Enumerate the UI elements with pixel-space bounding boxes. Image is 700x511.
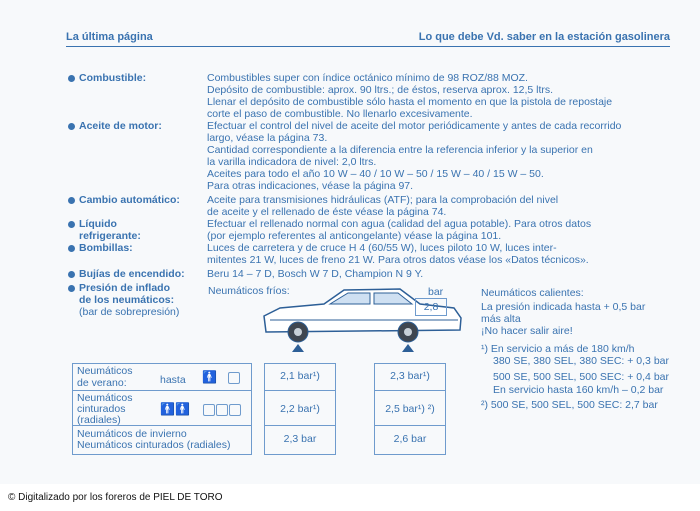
- hot-line: ¡No hacer salir aire!: [481, 325, 573, 337]
- bullet-icon: [68, 245, 75, 252]
- bullet-icon: [68, 221, 75, 228]
- text-line: Aceite para transmisiones hidráulicas (ATF); para la comprobación del nivel: [207, 194, 559, 206]
- row1-line: Neumáticos: [77, 365, 133, 377]
- rear-pressure-summer: 2,3 bar¹): [390, 370, 430, 382]
- rear-pressure-radial: 2,5 bar¹) ²): [385, 403, 435, 415]
- label-neumaticos: de los neumáticos:: [79, 294, 175, 306]
- divider: [374, 425, 446, 426]
- label-refrigerante: refrigerante:: [79, 230, 141, 242]
- cold-tires-label: Neumáticos fríos:: [208, 285, 290, 297]
- divider: [264, 390, 336, 391]
- row2-line: cinturados: [77, 403, 126, 415]
- label-presion: Presión de inflado: [79, 282, 171, 294]
- header-right: Lo que debe Vd. saber en la estación gasolinera: [418, 31, 670, 43]
- row1-line: de verano:: [77, 377, 127, 389]
- front-pressure-radial: 2,2 bar¹): [280, 403, 320, 415]
- hot-line: más alta: [481, 313, 521, 325]
- text-line: Aceites para todo el año 10 W – 40 / 10 W – 50 / 15 W – 40 / 15 W – 50.: [207, 168, 544, 180]
- luggage-icon: [228, 372, 240, 384]
- text-line: Llenar el depósito de combustible sólo hasta el momento en que la pistola de repostaje: [207, 96, 613, 108]
- label-aceite: Aceite de motor:: [79, 120, 162, 132]
- note-line: ²) 500 SE, 500 SEL, 500 SEC: 2,7 bar: [481, 399, 658, 411]
- note-line: 500 SE, 500 SEL, 500 SEC: + 0,4 bar: [493, 371, 669, 383]
- persons-4-icon: 🚹🚹: [160, 402, 190, 416]
- note-line: ¹) En servicio a más de 180 km/h: [481, 343, 635, 355]
- label-cambio: Cambio automático:: [79, 194, 180, 206]
- row2-line: (radiales): [77, 414, 121, 426]
- divider: [72, 390, 252, 391]
- text-line: largo, véase la página 73.: [207, 132, 328, 144]
- front-pressure-winter: 2,3 bar: [283, 433, 317, 445]
- text-line: mitentes 21 W, luces de freno 21 W. Para otros datos véase los «Datos técnicos».: [207, 254, 589, 266]
- text-line: Beru 14 – 7 D, Bosch W 7 D, Champion N 9 Y.: [207, 268, 424, 280]
- text-line: (por ejemplo referentes al anticongelante) véase la página 101.: [207, 230, 502, 242]
- bullet-icon: [68, 197, 75, 204]
- text-line: Efectuar el control del nivel de aceite del motor periódicamente y antes de cada recorrido: [207, 120, 622, 132]
- footer-credit: © Digitalizado por los foreros de PIEL DE TORO: [8, 492, 223, 503]
- text-line: Combustibles super con índice octánico mínimo de 98 ROZ/88 MOZ.: [207, 72, 528, 84]
- label-bujias: Bujías de encendido:: [79, 268, 185, 280]
- bar-label: bar: [428, 286, 444, 298]
- bullet-icon: [68, 75, 75, 82]
- text-line: Para otras indicaciones, véase la página 97.: [207, 180, 414, 192]
- text-line: Depósito de combustible: aprox. 90 ltrs.; de éstos, reserva aprox. 12,5 ltrs.: [207, 84, 554, 96]
- fuel-cap-pressure: 2,8: [415, 298, 447, 316]
- hot-tires-label: Neumáticos calientes:: [481, 287, 584, 299]
- note-line: En servicio hasta 160 km/h – 0,2 bar: [493, 384, 664, 396]
- luggage-icon: [216, 404, 228, 416]
- note-line: 380 SE, 380 SEL, 380 SEC: + 0,3 bar: [493, 355, 669, 367]
- front-pressure-summer: 2,1 bar¹): [280, 370, 320, 382]
- text-line: de aceite y el rellenado de éste véase la página 74.: [207, 206, 447, 218]
- label-combustible: Combustible:: [79, 72, 147, 84]
- bullet-icon: [68, 271, 75, 278]
- row3-line: Neumáticos cinturados (radiales): [77, 439, 231, 451]
- persons-3-icon: 🚹: [202, 370, 216, 384]
- divider: [264, 425, 336, 426]
- text-line: Efectuar el rellenado normal con agua (calidad del agua potable). Para otros datos: [207, 218, 592, 230]
- text-line: Cantidad correspondiente a la diferencia entre la referencia inferior y la superior en: [207, 144, 593, 156]
- text-line: corte el paso de combustible. No llenarlo excesivamente.: [207, 108, 473, 120]
- label-liquido: Líquido: [79, 218, 117, 230]
- label-sobrepresion: (bar de sobrepresión): [79, 306, 180, 318]
- text-line: la varilla indicadora de nivel: 2,0 ltrs.: [207, 156, 377, 168]
- header-rule: [66, 46, 670, 47]
- luggage-icon: [229, 404, 241, 416]
- rear-pressure-winter: 2,6 bar: [393, 433, 427, 445]
- label-bombillas: Bombillas:: [79, 242, 133, 254]
- text-line: Luces de carretera y de cruce H 4 (60/55 W), luces piloto 10 W, luces inter-: [207, 242, 557, 254]
- row3-line: Neumáticos de invierno: [77, 428, 187, 440]
- row2-line: Neumáticos: [77, 392, 133, 404]
- bullet-icon: [68, 285, 75, 292]
- bullet-icon: [68, 123, 75, 130]
- hot-line: La presión indicada hasta + 0,5 bar: [481, 301, 646, 313]
- luggage-icon: [203, 404, 215, 416]
- hasta-label: hasta: [160, 374, 186, 386]
- header-left: La última página: [66, 31, 153, 43]
- divider: [374, 390, 446, 391]
